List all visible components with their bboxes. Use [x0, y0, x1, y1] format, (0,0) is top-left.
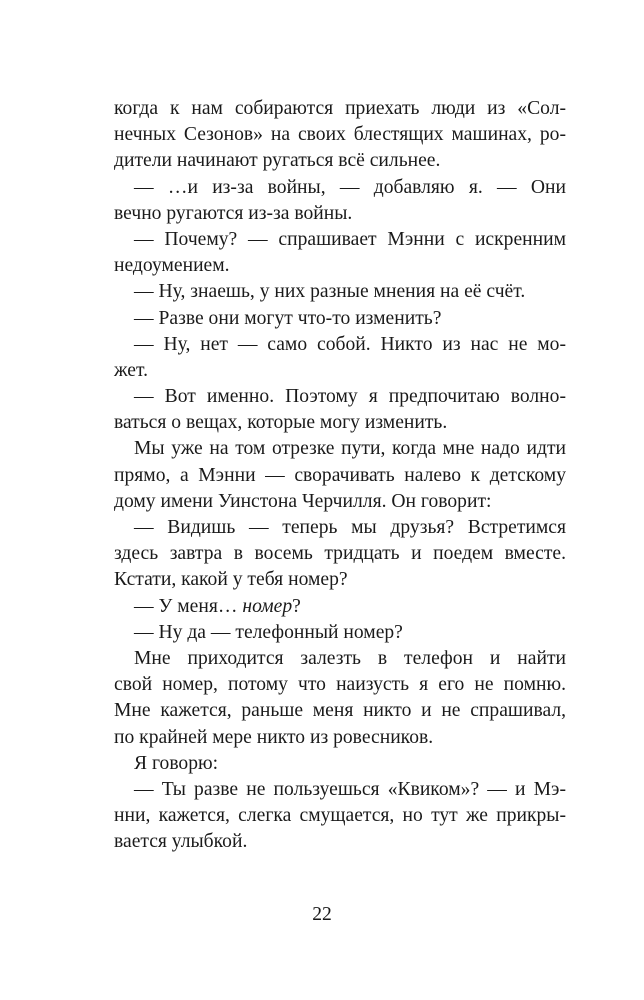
text-line: дители начинают ругаться всё сильнее. — [114, 150, 441, 172]
text-line: свой номер, потому что наизусть я его не помню. — [114, 674, 566, 696]
text-line: — …и из-за войны, — добавляю я. — Они — [134, 176, 566, 198]
text-line: здесь завтра в восемь тридцать и поедем вместе. — [114, 543, 566, 565]
italic-word: номер — [242, 595, 293, 617]
text-line: дому имени Уинстона Черчилля. Он говорит: — [114, 490, 492, 512]
page-number: 22 — [312, 904, 332, 925]
text-line: Мне кажется, раньше меня никто и не спрашивал, — [114, 700, 566, 722]
text-line: прямо, а Мэнни — сворачивать налево к детскому — [114, 464, 566, 486]
text-line: нни, кажется, слегка смущается, но тут же прикры- — [114, 805, 566, 827]
text-line: — Видишь — теперь мы друзья? Встретимся — [134, 517, 566, 538]
text-line: жет. — [114, 359, 148, 381]
text-line: Кстати, какой у тебя номер? — [114, 569, 348, 591]
text-line: вается улыбкой. — [114, 831, 248, 853]
text-line — [114, 594, 566, 620]
text-line: — Почему? — спрашивает Мэнни с искренним — [134, 228, 566, 250]
text-line: по крайней мере никто из ровесников. — [114, 726, 434, 748]
text-line-suffix: ? — [292, 595, 301, 617]
text-line: — Ну, знаешь, у них разные мнения на её счёт. — [134, 281, 526, 303]
text-line: — Ну, нет — само собой. Никто из нас не мо- — [134, 333, 566, 355]
text-line: ваться о вещах, которые могу изменить. — [114, 412, 448, 434]
text-line: — Ну да — телефонный номер? — [134, 621, 403, 643]
text-line: Мы уже на том отрезке пути, когда мне надо идти — [134, 438, 566, 460]
text-line: нечных Сезонов» на своих блестящих машинах, ро- — [114, 124, 566, 146]
text-line: — Ты разве не пользуешься «Квиком»? — и Мэ- — [134, 778, 566, 800]
text-line-prefix: — У меня… — [134, 595, 243, 617]
body-text — [114, 96, 566, 855]
text-line: — Вот именно. Поэтому я предпочитаю волно- — [134, 386, 566, 408]
text-line: Мне приходится залезть в телефон и найти — [134, 647, 566, 669]
text-line: Я говорю: — [134, 752, 219, 774]
text-line: вечно ругаются из-за войны. — [114, 202, 353, 224]
text-line: когда к нам собираются приехать люди из «Сол- — [114, 98, 566, 119]
text-line: недоумением. — [114, 255, 230, 277]
text-line: — Разве они могут что-то изменить? — [134, 307, 442, 329]
